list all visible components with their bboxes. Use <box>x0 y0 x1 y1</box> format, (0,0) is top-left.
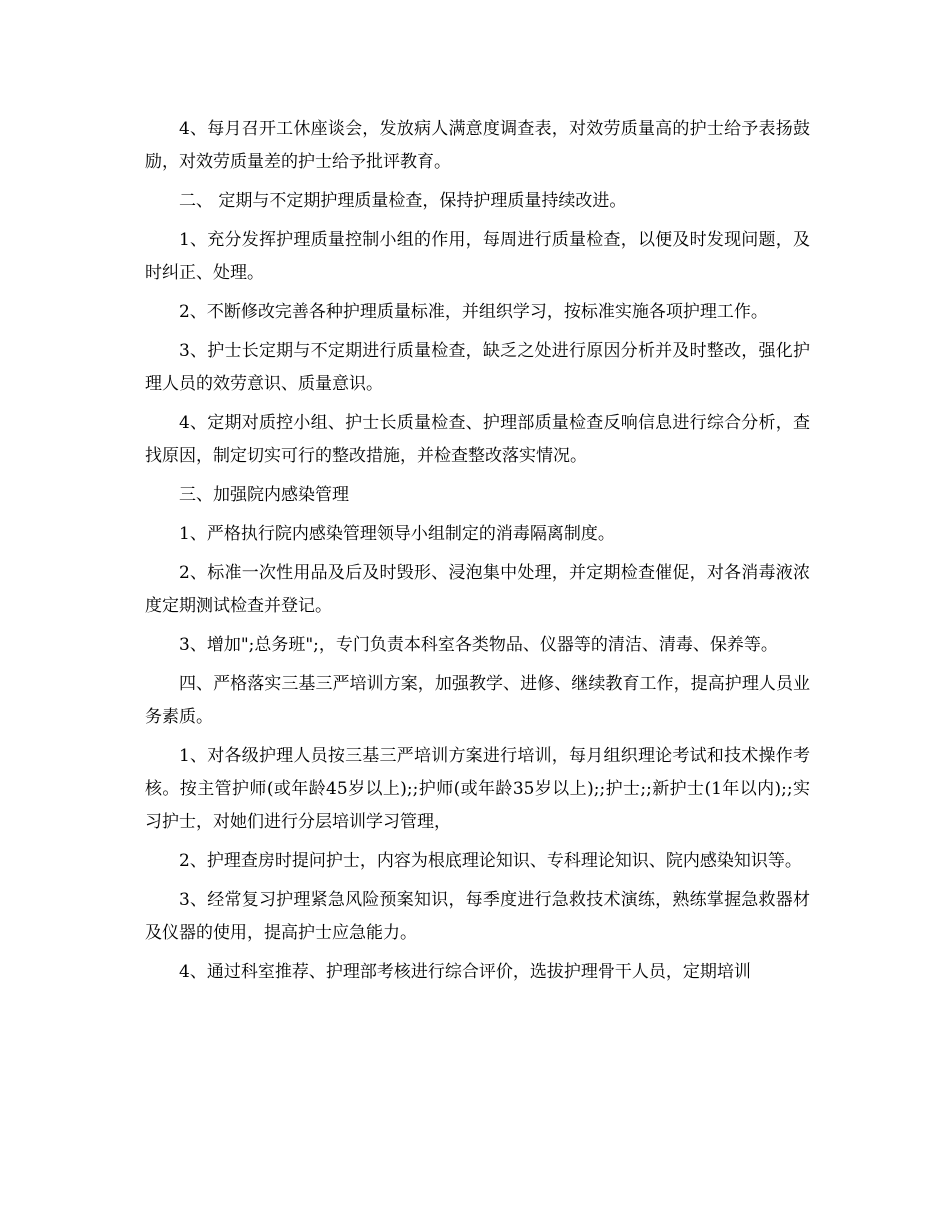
section-heading-2: 二、 定期与不定期护理质量检查，保持护理质量持续改进。 <box>179 191 627 211</box>
paragraph-14: 3、经常复习护理紧急风险预案知识，每季度进行急救技术演练，熟练掌握急救器材及仪器的使用，提高护士应急能力。 <box>145 890 810 943</box>
paragraph-13: 2、护理查房时提问护士，内容为根底理论知识、专科理论知识、院内感染知识等。 <box>179 851 802 871</box>
section-heading-4: 四、严格落实三基三严培训方案，加强教学、进修、继续教育工作，提高护理人员业务素质。 <box>145 674 810 727</box>
paragraph-6: 4、定期对质控小组、护士长质量检查、护理部质量检查反响信息进行综合分析，查找原因，制定切实可行的整改措施，并检查整改落实情况。 <box>145 413 810 466</box>
paragraph-12: 1、对各级护理人员按三基三严培训方案进行培训，每月组织理论考试和技术操作考核。按主管护师(或年龄45岁以上);;护师(或年龄35岁以上);;护士;;新护士(1年以内);;实习护士，对她们进行分层培训学习管理， <box>145 746 810 832</box>
paragraph-10: 3、增加";总务班";，专门负责本科室各类物品、仪器等的清洁、清毒、保养等。 <box>179 635 778 655</box>
paragraph-8: 1、严格执行院内感染管理领导小组制定的消毒隔离制度。 <box>179 524 615 544</box>
paragraph-1: 4、每月召开工休座谈会，发放病人满意度调查表，对效劳质量高的护士给予表扬鼓励，对效劳质量差的护士给予批评教育。 <box>145 119 810 172</box>
paragraph-15: 4、通过科室推荐、护理部考核进行综合评价，选拔护理骨干人员，定期培训 <box>179 962 751 982</box>
paragraph-3: 1、充分发挥护理质量控制小组的作用，每周进行质量检查，以便及时发现问题，及时纠正、处理。 <box>145 230 810 283</box>
section-heading-3: 三、加强院内感染管理 <box>179 485 349 505</box>
document-body <box>145 113 810 995</box>
paragraph-5: 3、护士长定期与不定期进行质量检查，缺乏之处进行原因分析并及时整改，强化护理人员的效劳意识、质量意识。 <box>145 341 810 394</box>
paragraph-9: 2、标准一次性用品及后及时毁形、浸泡集中处理，并定期检查催促，对各消毒液浓度定期测试检查并登记。 <box>145 563 810 616</box>
paragraph-4: 2、不断修改完善各种护理质量标准，并组织学习，按标准实施各项护理工作。 <box>179 302 768 322</box>
